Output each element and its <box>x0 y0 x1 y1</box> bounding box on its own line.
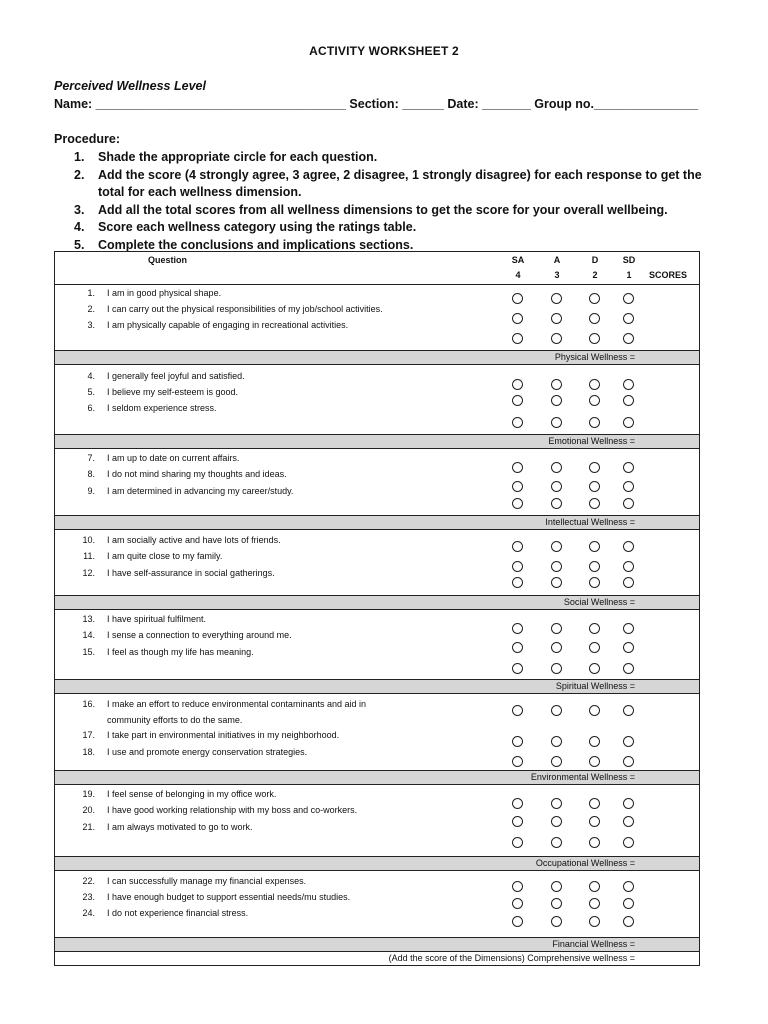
response-circle-sd[interactable] <box>623 816 634 827</box>
response-circle-a[interactable] <box>551 705 562 716</box>
response-circle-a[interactable] <box>551 916 562 927</box>
response-circle-sa[interactable] <box>512 498 523 509</box>
procedure-list <box>54 149 724 254</box>
question-text: I am physically capable of engaging in recreational activities. <box>107 320 349 330</box>
question-number: 18. <box>82 747 95 757</box>
question-number: 2. <box>87 304 95 314</box>
dimension-total-band <box>55 937 699 952</box>
response-circle-a[interactable] <box>551 756 562 767</box>
question-text: I seldom experience stress. <box>107 403 217 413</box>
response-circle-a[interactable] <box>551 898 562 909</box>
dimension-total-band <box>55 595 699 610</box>
worksheet-subtitle: Perceived Wellness Level <box>54 79 206 93</box>
scores-column-header: SCORES <box>648 270 687 280</box>
procedure-step-number: 1. <box>74 150 85 164</box>
question-number: 23. <box>82 892 95 902</box>
d-column-header: D <box>591 255 599 265</box>
response-circle-sd[interactable] <box>623 642 634 653</box>
sa-column-header: SA <box>511 255 525 265</box>
response-circle-a[interactable] <box>551 881 562 892</box>
question-text: I can successfully manage my financial expenses. <box>107 876 307 886</box>
response-circle-d[interactable] <box>589 816 600 827</box>
response-circle-d[interactable] <box>589 379 600 390</box>
response-circle-a[interactable] <box>551 462 562 473</box>
response-circle-a[interactable] <box>551 577 562 588</box>
a-column-header: A <box>553 255 561 265</box>
response-circle-d[interactable] <box>589 756 600 767</box>
procedure-step-text: Add all the total scores from all wellness dimensions to get the score for your overall wellbeing. <box>98 202 668 217</box>
response-circle-sd[interactable] <box>623 333 634 344</box>
response-circle-a[interactable] <box>551 293 562 304</box>
sa-score-header: 4 <box>515 270 521 280</box>
response-circle-a[interactable] <box>551 395 562 406</box>
response-circle-sa[interactable] <box>512 313 523 324</box>
question-text: I am in good physical shape. <box>107 288 222 298</box>
procedure-step <box>54 219 724 237</box>
response-circle-sa[interactable] <box>512 881 523 892</box>
question-number: 9. <box>87 486 95 496</box>
procedure-step-number: 4. <box>74 220 85 234</box>
procedure-step <box>54 202 724 220</box>
question-column-header: Question <box>147 255 187 265</box>
question-text: I use and promote energy conservation strategies. <box>107 747 308 757</box>
question-number: 14. <box>82 630 95 640</box>
response-circle-d[interactable] <box>589 916 600 927</box>
dimension-total-label: Social Wellness = <box>563 597 635 607</box>
question-number: 17. <box>82 730 95 740</box>
dimension-total-label: Physical Wellness = <box>554 352 635 362</box>
response-circle-sa[interactable] <box>512 417 523 428</box>
dimension-total-label: Emotional Wellness = <box>548 436 635 446</box>
question-number: 19. <box>82 789 95 799</box>
response-circle-d[interactable] <box>589 837 600 848</box>
response-circle-sa[interactable] <box>512 293 523 304</box>
response-circle-a[interactable] <box>551 313 562 324</box>
response-circle-sa[interactable] <box>512 816 523 827</box>
response-circle-sa[interactable] <box>512 395 523 406</box>
question-text: I am determined in advancing my career/study. <box>107 486 294 496</box>
response-circle-sd[interactable] <box>623 417 634 428</box>
response-circle-d[interactable] <box>589 736 600 747</box>
dimension-total-label: Environmental Wellness = <box>530 772 635 782</box>
response-circle-sa[interactable] <box>512 756 523 767</box>
question-text: I do not experience financial stress. <box>107 908 249 918</box>
question-number: 22. <box>82 876 95 886</box>
dimension-total-label: Intellectual Wellness = <box>545 517 635 527</box>
header-divider <box>55 284 699 285</box>
procedure-step-text: Add the score (4 strongly agree, 3 agree, 2 disagree, 1 strongly disagree) for each response to get the total for each wellness dimension. <box>98 167 702 199</box>
response-circle-sa[interactable] <box>512 541 523 552</box>
response-circle-sa[interactable] <box>512 916 523 927</box>
response-circle-sa[interactable] <box>512 798 523 809</box>
question-number: 24. <box>82 908 95 918</box>
question-number: 10. <box>82 535 95 545</box>
procedure-step-text: Complete the conclusions and implications sections. <box>98 237 414 252</box>
response-circle-sd[interactable] <box>623 663 634 674</box>
question-text: I am up to date on current affairs. <box>107 453 240 463</box>
procedure-step-text: Shade the appropriate circle for each question. <box>98 150 378 164</box>
response-circle-a[interactable] <box>551 333 562 344</box>
response-circle-d[interactable] <box>589 313 600 324</box>
response-circle-a[interactable] <box>551 498 562 509</box>
response-circle-a[interactable] <box>551 798 562 809</box>
response-circle-d[interactable] <box>589 481 600 492</box>
procedure-step-text: Score each wellness category using the ratings table. <box>98 220 417 234</box>
response-circle-sd[interactable] <box>623 462 634 473</box>
sd-column-header: SD <box>622 255 636 265</box>
procedure-step-number: 2. <box>74 167 85 182</box>
response-circle-a[interactable] <box>551 816 562 827</box>
question-number: 20. <box>82 805 95 815</box>
question-text: I can carry out the physical responsibilities of my job/school activities. <box>107 304 383 314</box>
response-circle-d[interactable] <box>589 333 600 344</box>
sd-score-header: 1 <box>626 270 632 280</box>
response-circle-a[interactable] <box>551 736 562 747</box>
question-text: I have enough budget to support essential needs/mu studies. <box>107 892 351 902</box>
response-circle-sa[interactable] <box>512 561 523 572</box>
response-circle-sd[interactable] <box>623 736 634 747</box>
question-text: I feel as though my life has meaning. <box>107 647 254 657</box>
wellness-questionnaire-table <box>54 251 700 966</box>
response-circle-a[interactable] <box>551 379 562 390</box>
response-circle-d[interactable] <box>589 663 600 674</box>
response-circle-sa[interactable] <box>512 462 523 473</box>
name-section-date-group-line[interactable]: Name: ____________________________________ Section: ______ Date: _______ Group no._______________ <box>54 97 699 111</box>
response-circle-sd[interactable] <box>623 541 634 552</box>
response-circle-d[interactable] <box>589 561 600 572</box>
response-circle-sd[interactable] <box>623 561 634 572</box>
response-circle-d[interactable] <box>589 642 600 653</box>
a-score-header: 3 <box>554 270 560 280</box>
response-circle-sd[interactable] <box>623 498 634 509</box>
response-circle-sd[interactable] <box>623 916 634 927</box>
dimension-total-band <box>55 434 699 449</box>
response-circle-sa[interactable] <box>512 898 523 909</box>
dimension-total-band <box>55 856 699 871</box>
response-circle-sd[interactable] <box>623 881 634 892</box>
response-circle-sa[interactable] <box>512 379 523 390</box>
response-circle-sa[interactable] <box>512 705 523 716</box>
question-text: I take part in environmental initiatives in my neighborhood. <box>107 730 340 740</box>
question-number: 16. <box>82 699 95 709</box>
question-text: I am socially active and have lots of friends. <box>107 535 281 545</box>
d-score-header: 2 <box>592 270 598 280</box>
question-text: I am quite close to my family. <box>107 551 223 561</box>
response-circle-sa[interactable] <box>512 837 523 848</box>
response-circle-a[interactable] <box>551 481 562 492</box>
response-circle-sa[interactable] <box>512 736 523 747</box>
response-circle-sd[interactable] <box>623 798 634 809</box>
question-number: 5. <box>87 387 95 397</box>
question-number: 8. <box>87 469 95 479</box>
response-circle-sd[interactable] <box>623 379 634 390</box>
question-text: I sense a connection to everything around me. <box>107 630 292 640</box>
response-circle-d[interactable] <box>589 577 600 588</box>
procedure-title: Procedure: <box>54 132 120 146</box>
response-circle-d[interactable] <box>589 395 600 406</box>
question-number: 6. <box>87 403 95 413</box>
dimension-total-label: Financial Wellness = <box>552 939 635 949</box>
question-number: 1. <box>87 288 95 298</box>
dimension-total-band <box>55 350 699 365</box>
question-number: 13. <box>82 614 95 624</box>
response-circle-sd[interactable] <box>623 577 634 588</box>
question-text: I feel sense of belonging in my office work. <box>107 789 277 799</box>
response-circle-d[interactable] <box>589 898 600 909</box>
procedure-step-number: 5. <box>74 237 85 252</box>
response-circle-d[interactable] <box>589 462 600 473</box>
response-circle-d[interactable] <box>589 798 600 809</box>
response-circle-d[interactable] <box>589 293 600 304</box>
procedure-step-number: 3. <box>74 202 85 217</box>
response-circle-sa[interactable] <box>512 577 523 588</box>
response-circle-sd[interactable] <box>623 313 634 324</box>
response-circle-d[interactable] <box>589 541 600 552</box>
response-circle-d[interactable] <box>589 705 600 716</box>
response-circle-a[interactable] <box>551 623 562 634</box>
response-circle-sa[interactable] <box>512 481 523 492</box>
procedure-step <box>54 167 724 202</box>
response-circle-sa[interactable] <box>512 642 523 653</box>
response-circle-sa[interactable] <box>512 333 523 344</box>
response-circle-a[interactable] <box>551 642 562 653</box>
question-text: I have good working relationship with my boss and co-workers. <box>107 805 358 815</box>
question-text: I have self-assurance in social gatherings. <box>107 568 275 578</box>
response-circle-sd[interactable] <box>623 756 634 767</box>
worksheet-title: ACTIVITY WORKSHEET 2 <box>309 44 459 58</box>
response-circle-sd[interactable] <box>623 481 634 492</box>
dimension-total-band <box>55 679 699 694</box>
response-circle-d[interactable] <box>589 498 600 509</box>
response-circle-sd[interactable] <box>623 623 634 634</box>
response-circle-sd[interactable] <box>623 898 634 909</box>
response-circle-sd[interactable] <box>623 293 634 304</box>
response-circle-d[interactable] <box>589 881 600 892</box>
dimension-total-band <box>55 770 699 785</box>
response-circle-a[interactable] <box>551 417 562 428</box>
question-number: 12. <box>82 568 95 578</box>
question-text: I generally feel joyful and satisfied. <box>107 371 245 381</box>
question-number: 4. <box>87 371 95 381</box>
dimension-total-band <box>55 515 699 530</box>
question-text-continued: community efforts to do the same. <box>107 715 243 725</box>
comprehensive-wellness-label: (Add the score of the Dimensions) Comprehensive wellness = <box>388 953 635 963</box>
question-number: 3. <box>87 320 95 330</box>
question-text: I do not mind sharing my thoughts and ideas. <box>107 469 287 479</box>
response-circle-sa[interactable] <box>512 663 523 674</box>
question-number: 11. <box>83 551 95 561</box>
response-circle-a[interactable] <box>551 541 562 552</box>
dimension-total-label: Occupational Wellness = <box>535 858 635 868</box>
question-number: 21. <box>82 822 95 832</box>
response-circle-a[interactable] <box>551 561 562 572</box>
question-text: I make an effort to reduce environmental contaminants and aid in <box>107 699 366 709</box>
question-text: I am always motivated to go to work. <box>107 822 253 832</box>
response-circle-sd[interactable] <box>623 395 634 406</box>
response-circle-sd[interactable] <box>623 705 634 716</box>
question-text: I have spiritual fulfilment. <box>107 614 207 624</box>
dimension-total-label: Spiritual Wellness = <box>555 681 635 691</box>
response-circle-d[interactable] <box>589 417 600 428</box>
question-number: 7. <box>87 453 95 463</box>
response-circle-a[interactable] <box>551 837 562 848</box>
question-text: I believe my self-esteem is good. <box>107 387 239 397</box>
response-circle-a[interactable] <box>551 663 562 674</box>
response-circle-sa[interactable] <box>512 623 523 634</box>
procedure-step <box>54 149 724 167</box>
question-number: 15. <box>82 647 95 657</box>
response-circle-sd[interactable] <box>623 837 634 848</box>
response-circle-d[interactable] <box>589 623 600 634</box>
